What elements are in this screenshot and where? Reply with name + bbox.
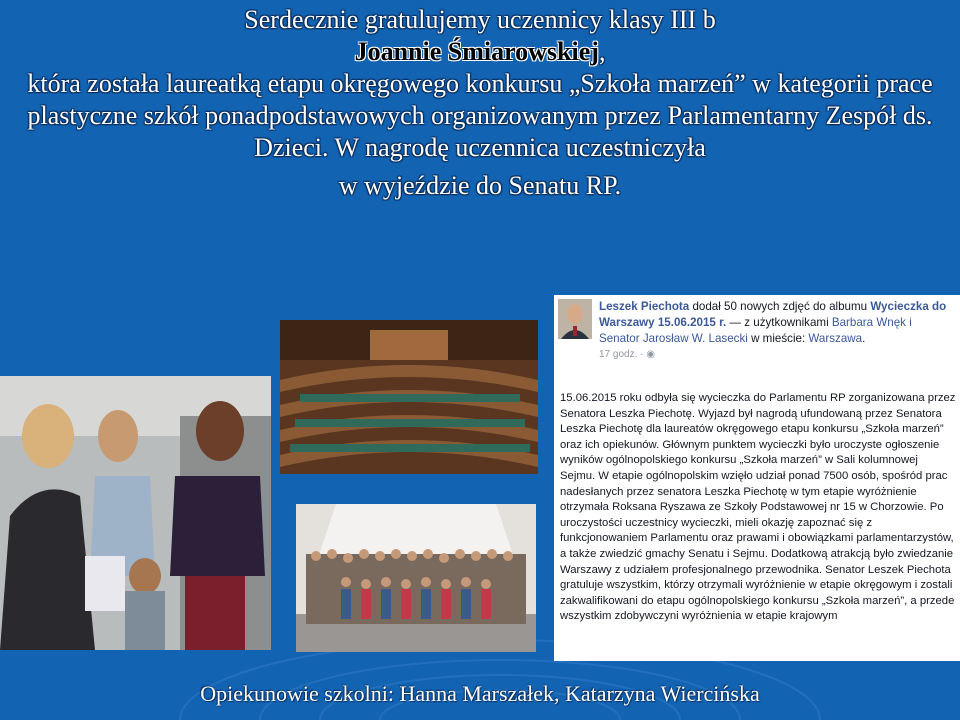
name-suffix: ,: [598, 37, 606, 66]
album-link[interactable]: Wycieczka do Warszawy 15.06.2015 r.: [599, 300, 947, 329]
headline-name-line: [0, 36, 960, 68]
headline-line-1: Serdecznie gratulujemy uczennicy klasy III b: [244, 5, 716, 34]
photo-senate-chamber: [280, 320, 538, 474]
place-prefix: w mieście:: [747, 332, 809, 345]
with-prefix: — z użytkownikami: [726, 316, 832, 329]
headline-line-3: która została laureatką etapu okręgowego konkursu „Szkoła marzeń” w kategorii prace plastyczne szkół ponadpodstawowych organizowanym przez Parlamentarny Zespół ds. Dzieci. W nagrodę uczennica uczestniczyła: [27, 69, 933, 162]
headline-line-4: w wyjeździe do Senatu RP.: [338, 171, 622, 200]
photo-group: [296, 504, 536, 652]
facebook-post: [554, 295, 960, 661]
place-suffix: .: [862, 332, 866, 345]
student-name: Joannie Śmiarowskiej: [354, 37, 599, 66]
headline: [0, 4, 960, 202]
footer-caption: Opiekunowie szkolni: Hanna Marszałek, Katarzyna Wiercińska: [200, 681, 760, 706]
place-link[interactable]: Warszawa: [808, 332, 863, 345]
author-avatar[interactable]: [558, 299, 592, 339]
post-action-text: dodał 50 nowych zdjęć do albumu: [689, 300, 871, 313]
tagged-users-link[interactable]: Barbara Wnęk i Senator Jarosław W. Lasecki: [599, 316, 912, 345]
post-header: [599, 299, 949, 363]
photo-award-handover: [0, 376, 271, 650]
author-link[interactable]: Leszek Piechota: [599, 300, 690, 313]
post-timestamp[interactable]: 17 godz. · ◉: [599, 349, 655, 360]
post-body: 15.06.2015 roku odbyła się wycieczka do Parlamentu RP zorganizowana przez Senatora Leszka Piechotę. Wyjazd był nagrodą ufundowaną przez Senatora Leszka Piechotę dla laureatów okręgowego etapu konkursu „Szkoła marzeń” oraz ich opiekunów. Głównym punktem wycieczki było uroczyste ogłoszenie wyników ogólnopolskiego konkursu „Szkoła marzeń” w Sali kolumnowej Sejmu. W etapie ogólnopolskim wzięło udział ponad 7500 osób, spośród prac nadesłanych przez senatora Leszka Piechotę w tym etapie wyróżnienie otrzymała Roksana Ryszawa ze Szkoły Podstawowej nr 15 w Chorzowie. Po uroczystości uczestnicy wycieczki, mieli okazję zapoznać się z funkcjonowaniem Parlamentu oraz prawami i obowiązkami parlamentarzystów, a także zwiedzić gmachy Senatu i Sejmu. Dodatkową atrakcją było zwiedzanie Warszawy z udziałem profesjonalnego przewodnika. Senator Leszek Piechota gratuluje wszystkim, którzy otrzymali wyróżnienie w etapie okręgowym i zostali zakwalifikowani do etapu ogólnopolskiego konkursu „Szkoła marzeń”, a przede wszystkim zdobywczyni wyróżnienia w etapie krajowym: [560, 392, 956, 623]
